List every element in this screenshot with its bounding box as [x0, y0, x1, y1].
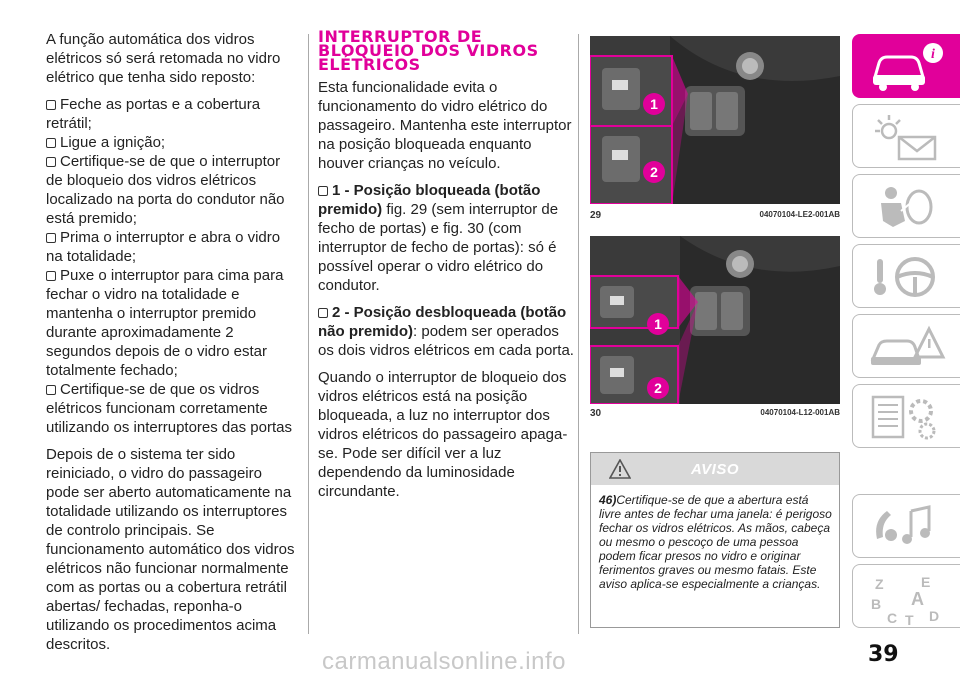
svg-text:E: E [921, 574, 931, 590]
checkbox-bullet-icon [46, 233, 56, 243]
checkbox-bullet-icon [46, 138, 56, 148]
figure-code: 04070104-LE2-001AB [759, 210, 840, 219]
figure-number: 30 [590, 408, 602, 419]
multimedia-icon [867, 501, 947, 553]
figure-30-caption [590, 408, 840, 419]
svg-text:Z: Z [875, 576, 884, 592]
maintenance-icon [867, 391, 947, 443]
list-item: Puxe o interruptor para cima para fechar o vidro na totalidade e mantenha o interruptor premido durante aproximadamente 2 segundos depois de o vidro estar totalmente fechado; [46, 267, 284, 379]
svg-text:D: D [929, 608, 940, 624]
column-divider [578, 34, 579, 634]
checkbox-bullet-icon [318, 186, 328, 196]
closing-paragraph: Depois de o sistema ter sido reiniciado, o vidro do passageiro pode ser aberto automaticamente na totalidade utilizando os interruptores de controlo principais. Se funcionamento automático dos vidros elétricos não funcionar normalmente com as portas ou a cobertura retrátil abertas/ fechadas, reponha-o utilizando os procedimentos acima descritos. [46, 446, 295, 653]
tab-maintenance[interactable] [852, 384, 960, 448]
figure-29-callout-2: 2 [650, 164, 658, 180]
page-number: 39 [868, 642, 899, 667]
watermark: carmanualsonline.info [322, 648, 566, 675]
svg-text:B: B [871, 596, 882, 612]
warning-header [591, 453, 839, 485]
list-item: Certifique-se de que o interruptor de bloqueio dos vidros elétricos localizado na porta do condutor não está premido; [46, 153, 285, 227]
checkbox-bullet-icon [318, 308, 328, 318]
column-middle [318, 27, 574, 509]
closing-paragraph: Quando o interruptor de bloqueio dos vidros elétricos está na posição bloqueada, a luz no interruptor dos vidros elétricos do passageiro apaga-se. Pode ser difícil ver a luz dependendo da luminosidade circundante. [318, 369, 568, 500]
list-item: Prima o interruptor e abra o vidro na totalidade; [46, 229, 281, 265]
figure-29-caption [590, 210, 840, 221]
safety-airbag-icon [867, 181, 947, 233]
checkbox-bullet-icon [46, 157, 56, 167]
figure-30-callout-2: 2 [654, 380, 662, 396]
figure-29-image [590, 36, 840, 204]
tab-index[interactable] [852, 564, 960, 628]
column-divider [308, 34, 309, 634]
figure-code: 04070104-L12-001AB [760, 408, 840, 417]
warning-box [590, 452, 840, 628]
column-left [46, 30, 296, 662]
checkbox-bullet-icon [46, 271, 56, 281]
tab-driving[interactable] [852, 244, 960, 308]
figure-30-image [590, 236, 840, 404]
figure-30-callout-1: 1 [654, 316, 662, 332]
bullet-list [46, 95, 296, 437]
car-info-icon [867, 41, 947, 93]
checkbox-bullet-icon [46, 100, 56, 110]
figure-number: 29 [590, 210, 602, 221]
list-item: Feche as portas e a cobertura retrátil; [46, 96, 261, 132]
steering-wheel-icon [867, 251, 947, 303]
section-title: INTERRUPTOR DE BLOQUEIO DOS VIDROS ELÉTRICOS [318, 27, 539, 74]
figure-29-callout-1: 1 [650, 96, 658, 112]
warning-lights-icon [867, 111, 947, 163]
checkbox-bullet-icon [46, 385, 56, 395]
tab-safety[interactable] [852, 174, 960, 238]
svg-text:i: i [931, 47, 935, 62]
warning-reference: 46) [599, 493, 617, 507]
tab-emergency[interactable] [852, 314, 960, 378]
index-icon [867, 571, 947, 627]
lock-position-item: 1 - Posição bloqueada (botão premido) fig. 29 (sem interruptor de fecho de portas) e fig. 30 (com interruptor de fecho de portas): só é possível operar o vidro elétrico do condutor. [318, 182, 559, 294]
warning-title: AVISO [690, 461, 740, 478]
warning-text: 46)Certifique-se de que a abertura está livre antes de fechar uma janela: é perigoso fechar os vidros elétricos. As mãos, cabeça ou mesmo o pescoço de uma pessoa podem ficar presos no vidro e originar ferimentos graves ou mesmo fatais. Este aviso aplica-se especialmente a crianças. [599, 493, 832, 591]
unlock-position-item: 2 - Posição desbloqueada (botão não premido): podem ser operados os dois vidros elétricos em cada porta. [318, 304, 574, 359]
intro-paragraph: A função automática dos vidros elétricos só será retomada no vidro elétrico que tenha sido reposto: [46, 31, 281, 86]
svg-text:T: T [905, 612, 914, 627]
breakdown-icon [867, 321, 947, 373]
tab-car-info[interactable] [852, 34, 960, 98]
tab-warning-lights[interactable] [852, 104, 960, 168]
intro-paragraph: Esta funcionalidade evita o funcionamento do vidro elétrico do passageiro. Mantenha este interruptor na posição bloqueada enquanto houver crianças no veículo. [318, 79, 572, 172]
list-item: Ligue a ignição; [46, 133, 296, 152]
tab-multimedia[interactable] [852, 494, 960, 558]
list-item: Certifique-se de que os vidros elétricos funcionam corretamente utilizando os interruptores das portas [46, 381, 292, 436]
svg-text:A: A [911, 589, 924, 609]
svg-text:C: C [887, 610, 898, 626]
